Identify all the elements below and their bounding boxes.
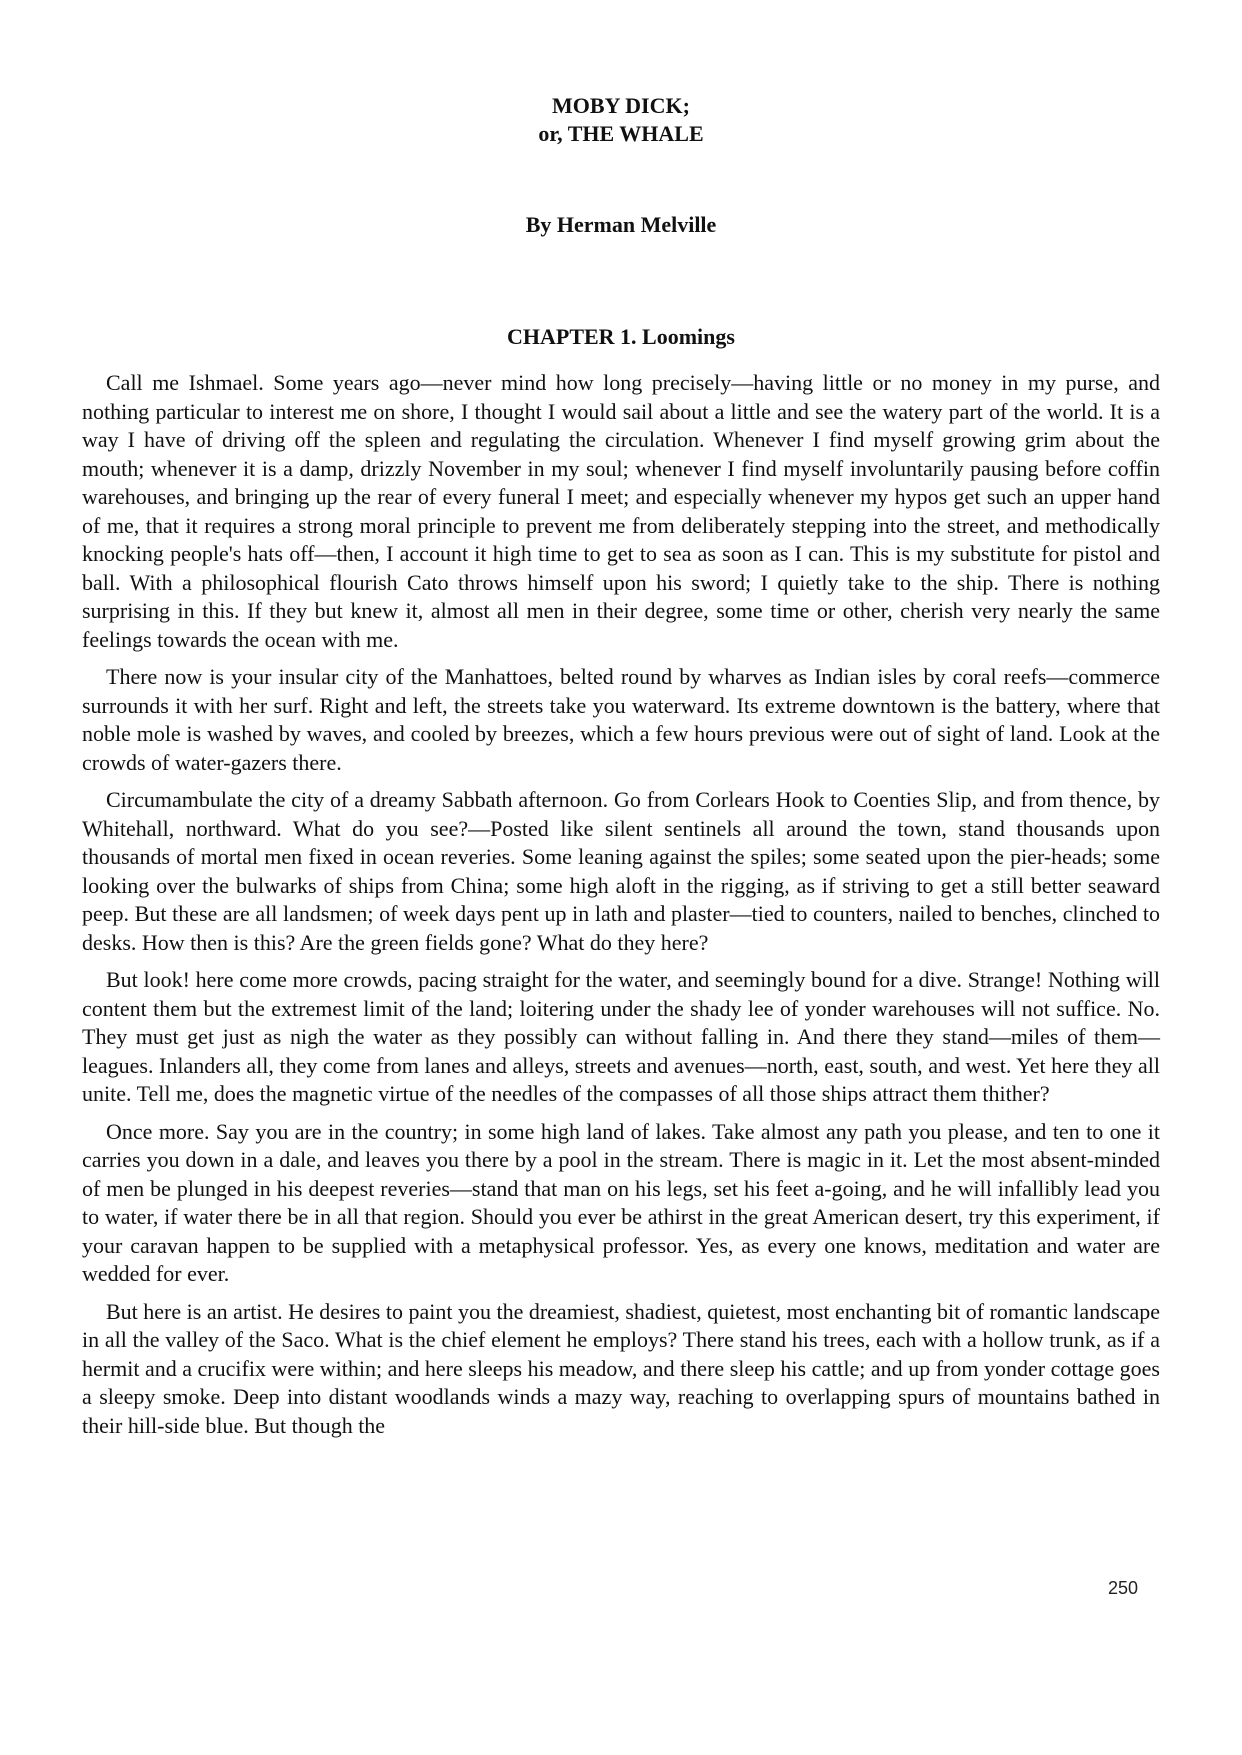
book-title [0,92,1242,148]
book-title-line-1: MOBY DICK; [552,93,690,118]
paragraph: There now is your insular city of the Manhattoes, belted round by wharves as Indian isles by coral reefs—commerce surrounds it with her surf. Right and left, the streets take you waterward. Its extreme downtown is the battery, where that noble mole is washed by waves, and cooled by breezes, which a few hours previous were out of sight of land. Look at the crowds of water-gazers there. [82,664,1160,775]
page-number: 250 [1108,1578,1139,1598]
chapter-body [82,369,1160,1449]
paragraph: Call me Ishmael. Some years ago—never mind how long precisely—having little or no money in my purse, and nothing particular to interest me on shore, I thought I would sail about a little and see the watery part of the world. It is a way I have of driving off the spleen and regulating the circulation. Whenever I find myself growing grim about the mouth; whenever it is a damp, drizzly November in my soul; whenever I find myself involuntarily pausing before coffin warehouses, and bringing up the rear of every funeral I meet; and especially whenever my hypos get such an upper hand of me, that it requires a strong moral principle to prevent me from deliberately stepping into the street, and methodically knocking people's hats off—then, I account it high time to get to sea as soon as I can. This is my substitute for pistol and ball. With a philosophical flourish Cato throws himself upon his sword; I quietly take to the ship. There is nothing surprising in this. If they but knew it, almost all men in their degree, some time or other, cherish very nearly the same feelings towards the ocean with me. [82,370,1160,652]
chapter-heading: CHAPTER 1. Loomings [507,324,735,349]
paragraph: But look! here come more crowds, pacing straight for the water, and seemingly bound for a dive. Strange! Nothing will content them but the extremest limit of the land; loitering under the shady lee of yonder warehouses will not suffice. No. They must get just as nigh the water as they possibly can without falling in. And there they stand—miles of them—leagues. Inlanders all, they come from lanes and alleys, streets and avenues—north, east, south, and west. Yet here they all unite. Tell me, does the magnetic virtue of the needles of the compasses of all those ships attract them thither? [82,967,1160,1106]
paragraph: Circumambulate the city of a dreamy Sabbath afternoon. Go from Corlears Hook to Coenties Slip, and from thence, by Whitehall, northward. What do you see?—Posted like silent sentinels all around the town, stand thousands upon thousands of mortal men fixed in ocean reveries. Some leaning against the spiles; some seated upon the pier-heads; some looking over the bulwarks of ships from China; some high aloft in the rigging, as if striving to get a still better seaward peep. But these are all landsmen; of week days pent up in lath and plaster—tied to counters, nailed to benches, clinched to desks. How then is this? Are the green fields gone? What do they here? [82,787,1160,955]
paragraph: Once more. Say you are in the country; in some high land of lakes. Take almost any path you please, and ten to one it carries you down in a dale, and leaves you there by a pool in the stream. There is magic in it. Let the most absent-minded of men be plunged in his deepest reveries—stand that man on his legs, set his feet a-going, and he will infallibly lead you to water, if water there be in all that region. Should you ever be athirst in the great American desert, try this experiment, if your caravan happen to be supplied with a metaphysical professor. Yes, as every one knows, meditation and water are wedded for ever. [82,1118,1160,1286]
book-title-line-2: or, THE WHALE [538,121,704,146]
paragraph: But here is an artist. He desires to paint you the dreamiest, shadiest, quietest, most enchanting bit of romantic landscape in all the valley of the Saco. What is the chief element he employs? There stand his trees, each with a hollow trunk, as if a hermit and a crucifix were within; and here sleeps his meadow, and there sleep his cattle; and up from yonder cottage goes a sleepy smoke. Deep into distant woodlands winds a mazy way, reaching to overlapping spurs of mountains bathed in their hill-side blue. But though the [82,1298,1160,1438]
author-byline: By Herman Melville [525,212,717,237]
